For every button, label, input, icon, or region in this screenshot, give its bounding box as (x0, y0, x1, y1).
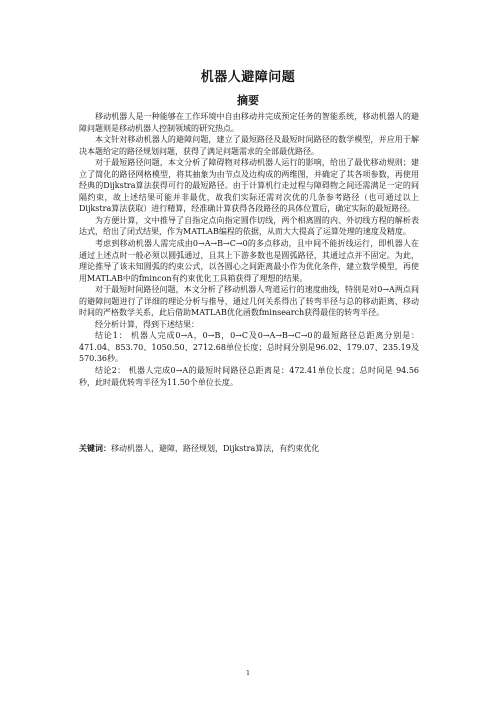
abstract-paragraph: 对于最短时间路径问题，本文分析了移动机器人弯道运行的速度曲线，特别是对0→A两点间的避障问题进行了详细的理论分析与推导，通过几何关系得出了转弯半径与总的移动距离、移动时间的严格数学关系，此后借助MATLAB优化函数fminsearch获得最佳的转弯半径。 (79, 285, 419, 318)
abstract-paragraph: 考虑到移动机器人需完成由0→A→B→C→0的多点移动，且中间不能折线运行，即机器人在通过上述点时一般必须以圆弧通过，且其上下游多数也是圆弧路径，其通过点并不固定。为此，理论推导了该未知圆弧的约束公式，以各圆心之间距离最小作为优化条件，建立数学模型，再使用MATLAB中的fmincon有约束优化工具箱获得了理想的结果。 (79, 239, 419, 283)
abstract-paragraph: 移动机器人是一种能够在工作环境中自由移动并完成预定任务的智能系统，移动机器人的避障问题则是移动机器人控制领域的研究热点。 (79, 112, 419, 133)
abstract-paragraph: 本文针对移动机器人的避障问题，建立了最短路径及最短时间路径的数学模型，并应用于解决本题给定的路径规划问题，获得了满足问题需求的全部最优路径。 (79, 135, 419, 156)
keywords-label: 关键词： (79, 443, 111, 453)
abstract-paragraph: 对于最短路径问题，本文分析了障碍物对移动机器人运行的影响，给出了最优移动规则；建立了简化的路径网格模型，将其抽象为由节点及边构成的两维图，并确定了其各项参数，再使用经典的Dijkstra算法获得可行的最短路径。由于计算机行走过程与障碍物之间还需满足一定的间隔约束，故上述结果可能并非最优，故我们实际还需对次优的几条参考路径（也可通过以上Dijkstra算法获取）进行精算，经准确计算获得各段路径的具体位置后，确定实际的最短路径。 (79, 158, 419, 214)
paper-title: 机器人避障问题 (200, 70, 296, 85)
keywords-text: 移动机器人，避障，路径规划，Dijkstra算法，有约束优化 (111, 444, 320, 453)
abstract-heading: 摘要 (237, 94, 259, 107)
abstract-paragraph: 经分析计算，得到下述结果： (95, 319, 199, 329)
abstract-paragraph: 为方便计算，文中推导了自指定点向指定圆作切线，两个相离圆的内、外切线方程的解析表达式，给出了闭式结果，作为MATLAB编程的依据，从而大大提高了运算处理的速度及精度。 (79, 215, 419, 237)
conclusion-1: 结论1： 机器人完成0→A，0→B，0→C及0→A→B→C→0的最短路径总距离分别是：471.04、853.70、1050.50、2712.68单位长度；总时间分别是96.02、179.07、235.19及570.36秒。 (79, 331, 419, 364)
keywords-line (79, 443, 419, 454)
abstract-body (79, 111, 419, 388)
conclusion-2: 结论2： 机器人完成0→A的最短时间路径总距离是：472.41单位长度；总时间是 94.56秒，此时最优转弯半径为11.50个单位长度。 (79, 366, 419, 387)
page-number: 1 (246, 670, 250, 677)
